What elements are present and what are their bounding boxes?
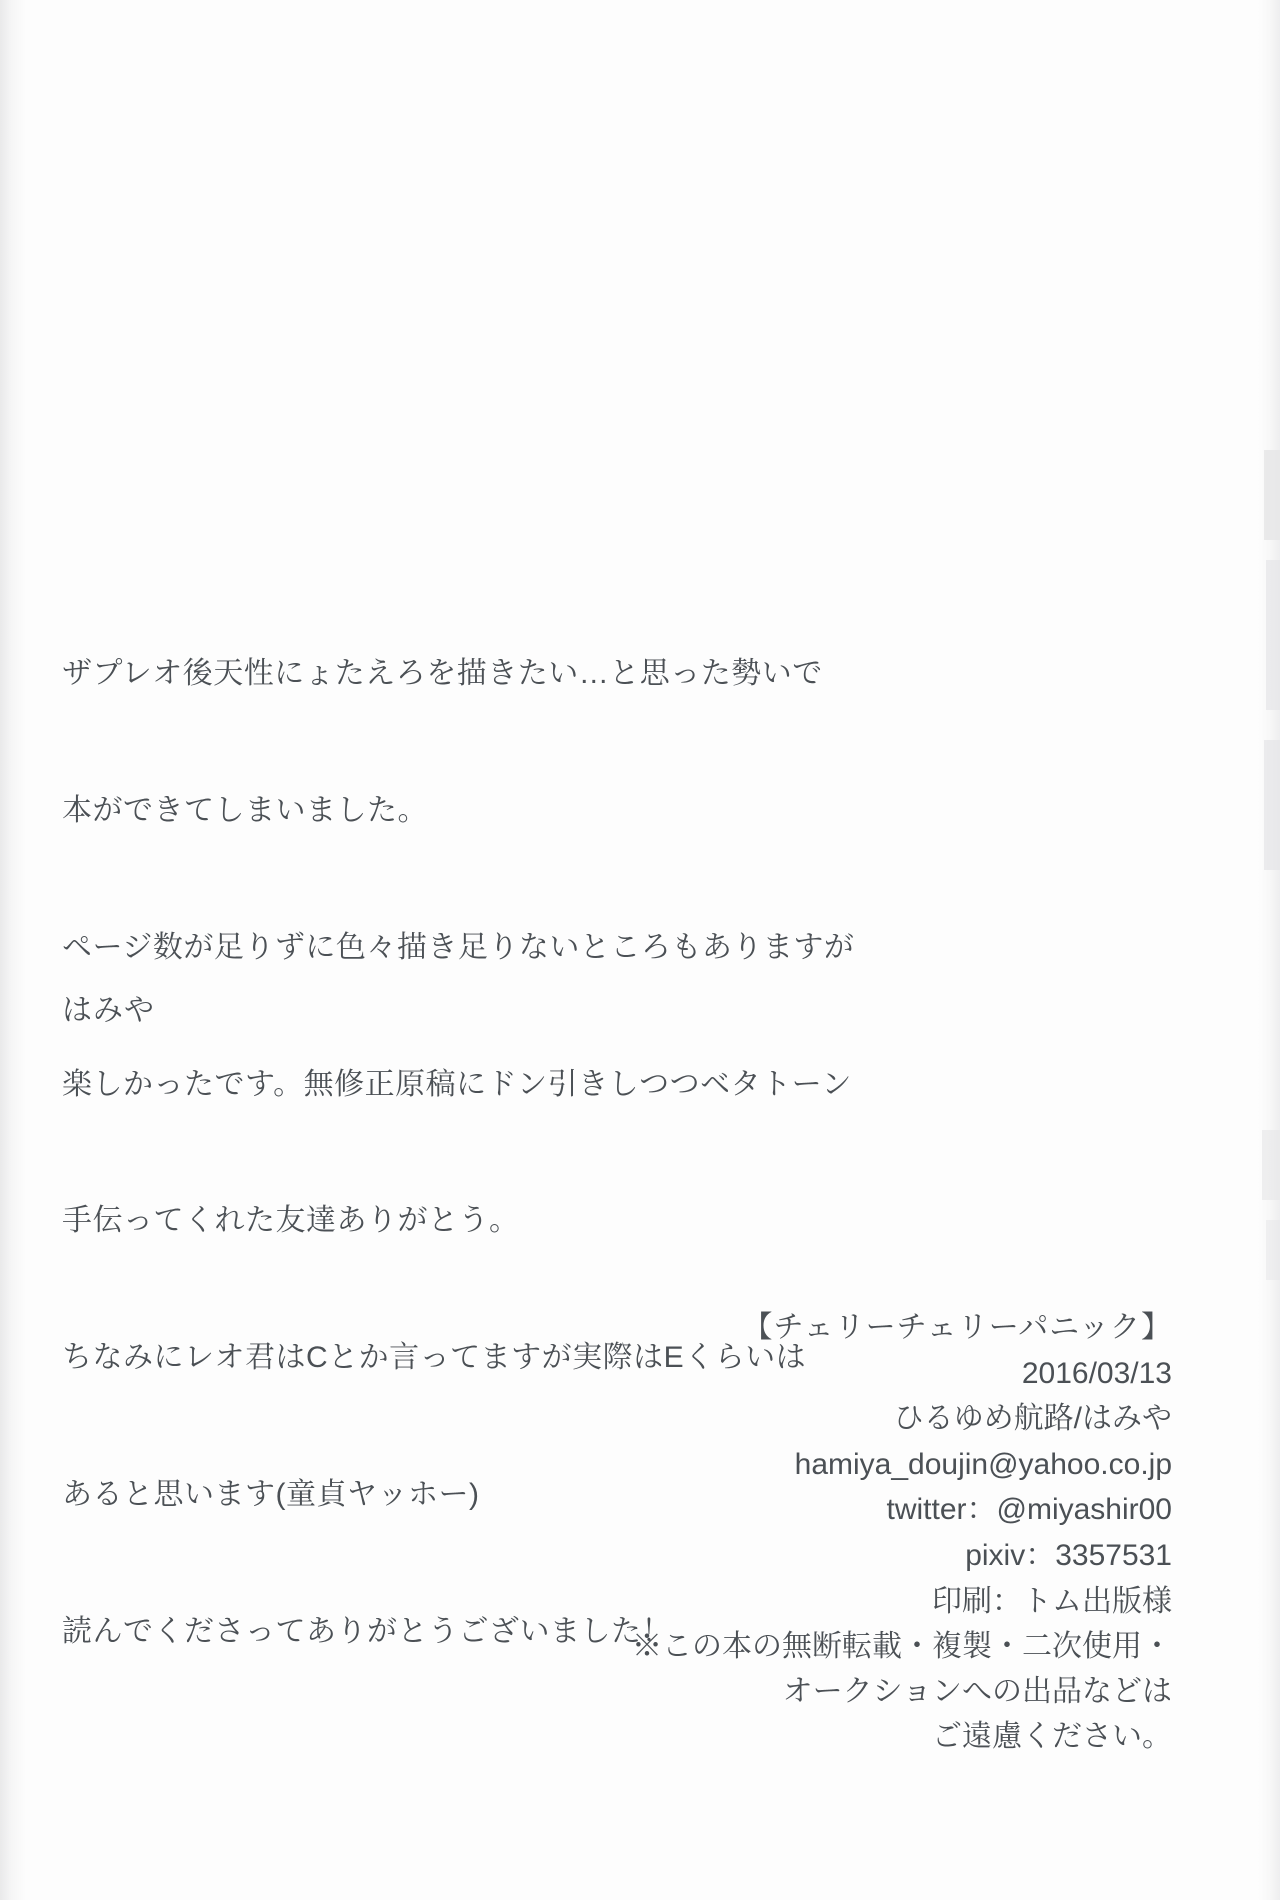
- colophon-pixiv: pixiv：3357531: [965, 1538, 1172, 1572]
- author-signature: はみや: [62, 994, 155, 1027]
- colophon-date: 2016/03/13: [1021, 1356, 1172, 1390]
- afterword-line: 本ができてしまいました。: [62, 793, 428, 827]
- scan-artifact: [1264, 740, 1280, 870]
- scan-artifact: [1264, 450, 1280, 540]
- colophon-circle-author: ひるゆめ航路/はみや: [893, 1402, 1172, 1436]
- afterword-line: ザプレオ後天性にょたえろを描きたい…と思った勢いで: [62, 657, 823, 691]
- colophon-block: [452, 1305, 1172, 1759]
- scan-edge-right: [1258, 0, 1280, 1900]
- afterword-line: 手伝ってくれた友達ありがとう。: [62, 1204, 520, 1238]
- scan-artifact: [1266, 1220, 1280, 1280]
- colophon-notice-line: ※この本の無断転載・複製・二次使用・: [632, 1630, 1172, 1664]
- scan-artifact: [1266, 560, 1280, 710]
- colophon-twitter: twitter：@miyashir00: [886, 1493, 1172, 1527]
- colophon-notice-line: オークションへの出品などは: [782, 1675, 1172, 1709]
- afterword-line: ちなみにレオ君はCとか言ってますが実際はEくらいは: [62, 1341, 807, 1375]
- colophon-email: hamiya_doujin@yahoo.co.jp: [794, 1447, 1172, 1481]
- afterword-line: 読んでくださってありがとうございました！: [62, 1614, 672, 1648]
- afterword-line: ページ数が足りずに色々描き足りないところもありますが: [62, 930, 855, 964]
- scan-artifact: [1262, 1130, 1280, 1200]
- afterword-line: あると思います(童貞ヤッホー): [62, 1477, 480, 1511]
- colophon-printer: 印刷：トム出版様: [932, 1584, 1172, 1618]
- colophon-notice-line: ご遠慮ください。: [932, 1720, 1172, 1754]
- afterword-line: 楽しかったです。無修正原稿にドン引きしつつベタトーン: [62, 1067, 852, 1101]
- scan-edge-left: [0, 0, 26, 1900]
- colophon-title: 【チェリーチェリーパニック】: [742, 1311, 1172, 1344]
